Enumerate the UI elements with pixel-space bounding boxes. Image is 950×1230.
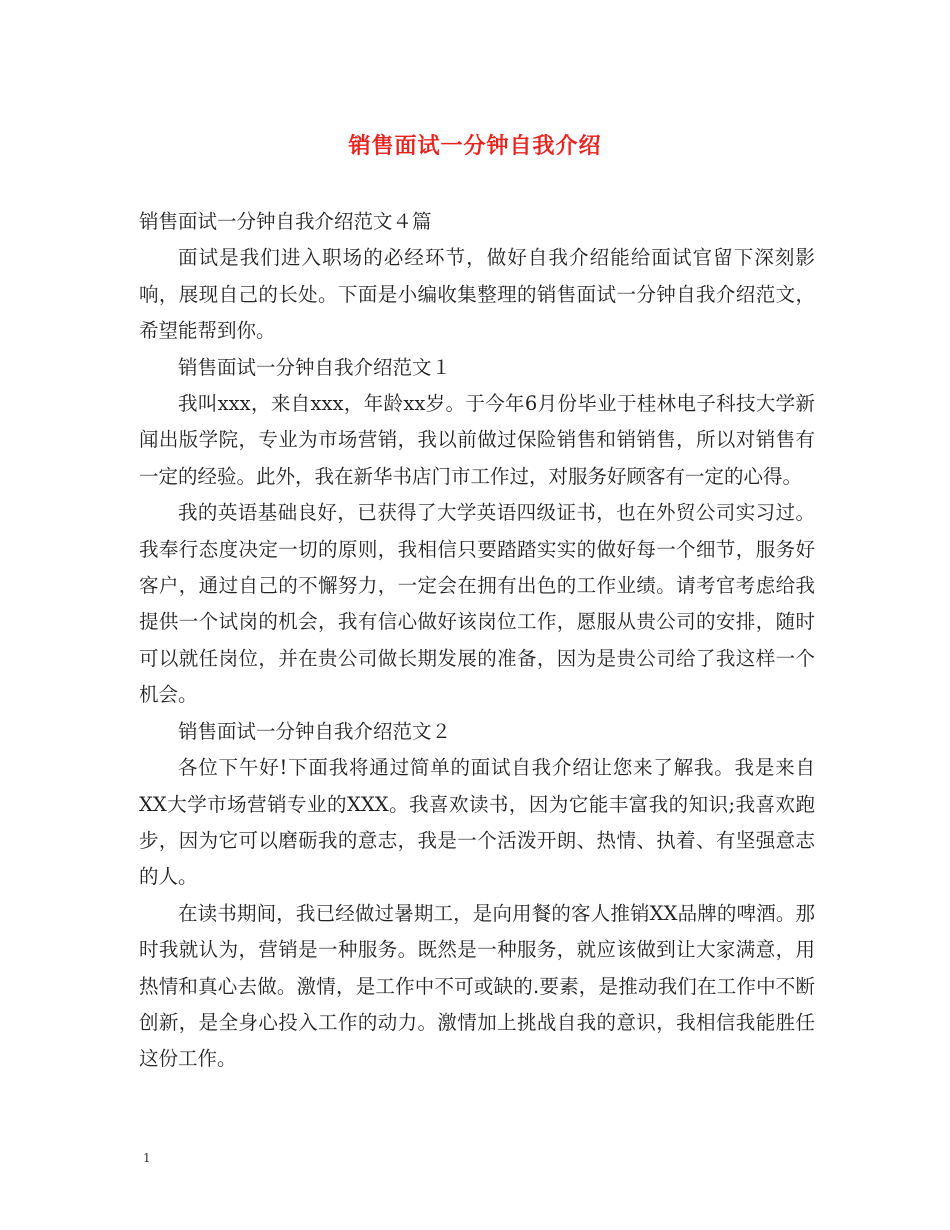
document-title: 销售面试一分钟自我介绍 [348, 134, 602, 159]
paragraph-1a: 我叫xxx，来自xxx，年龄xx岁。于今年6月份毕业于桂林电子科技大学新闻出版学院，专业为市场营销，我以前做过保险销售和销销售，所以对销售有一定的经验。此外，我在新华书店门市工作过，对服务好顾客有一定的心得。 [139, 392, 815, 488]
section-heading-2: 销售面试一分钟自我介绍范文２ [178, 719, 452, 743]
paragraph-2a: 各位下午好!下面我将通过简单的面试自我介绍让您来了解我。我是来自XX大学市场营销专业的XXX。我喜欢读书，因为它能丰富我的知识;我喜欢跑步，因为它可以磨砺我的意志，我是一个活泼开朗、热情、执着、有坚强意志的人。 [139, 756, 815, 889]
section-heading-1: 销售面试一分钟自我介绍范文１ [178, 355, 452, 379]
document-subtitle: 销售面试一分钟自我介绍范文４篇 [139, 210, 432, 233]
paragraph-intro: 面试是我们进入职场的必经环节，做好自我介绍能给面试官留下深刻影响，展现自己的长处。下面是小编收集整理的销售面试一分钟自我介绍范文，希望能帮到你。 [139, 246, 815, 343]
paragraph-2b: 在读书期间，我已经做过暑期工，是向用餐的客人推销XX品牌的啤酒。那时我就认为，营销是一种服务。既然是一种服务，就应该做到让大家满意，用热情和真心去做。激情，是工作中不可或缺的.要素，是推动我们在工作中不断创新，是全身心投入工作的动力。激情加上挑战自我的意识，我相信我能胜任这份工作。 [139, 901, 815, 1071]
document-body [139, 204, 815, 1078]
paragraph-1b: 我的英语基础良好，已获得了大学英语四级证书，也在外贸公司实习过。我奉行态度决定一切的原则，我相信只要踏踏实实的做好每一个细节，服务好客户，通过自己的不懈努力，一定会在拥有出色的工作业绩。请考官考虑给我提供一个试岗的机会，我有信心做好该岗位工作，愿服从贵公司的安排，随时可以就任岗位，并在贵公司做长期发展的准备，因为是贵公司给了我这样一个机会。 [139, 501, 815, 707]
page-number: 1 [143, 1151, 151, 1165]
